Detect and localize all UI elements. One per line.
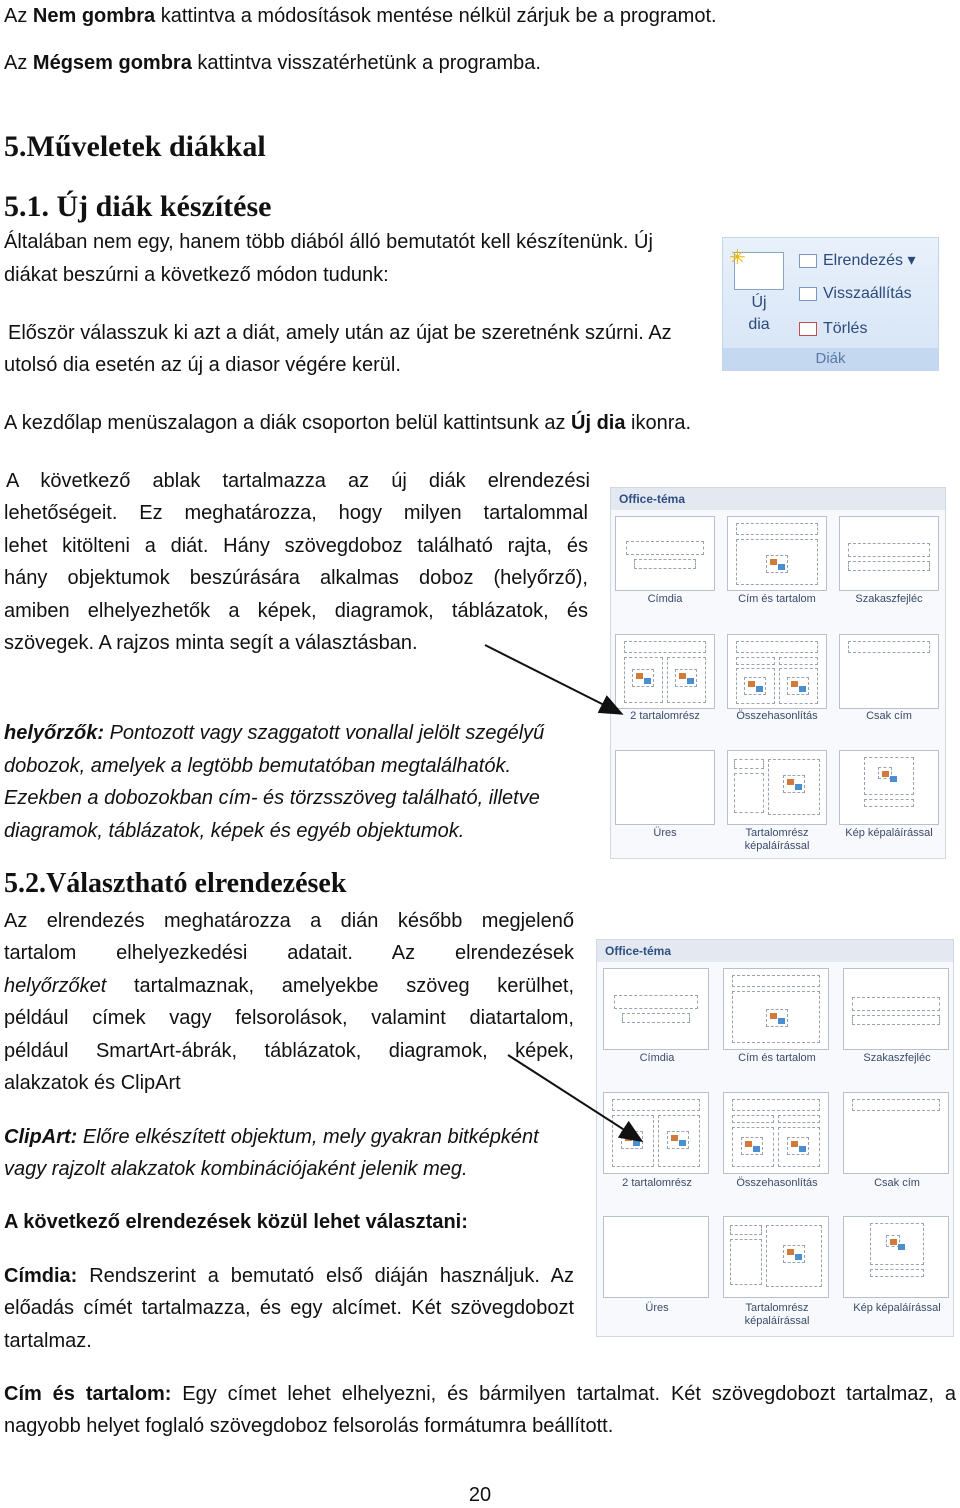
cimdia-def-line-3: tartalmaz. <box>4 1330 92 1352</box>
caption-osszehasonlitas: Összehasonlítás <box>736 1177 818 1189</box>
caption-cim-es-tartalom: Cím és tartalom <box>738 1052 816 1064</box>
bold-text: Mégsem gombra <box>32 52 192 74</box>
layout-para-line-5: amiben elhelyezhetők a képek, diagramok, táblázatok, és <box>4 600 588 622</box>
reset-label: Visszaállítás <box>823 285 912 302</box>
cim-tartalom-term: Cím és tartalom: <box>4 1383 172 1405</box>
layout-para-line-2: lehetőségeit. Ez meghatározza, hogy milyen tartalommal <box>4 502 588 524</box>
caption-line: képaláírással <box>744 1315 810 1327</box>
caption-szakaszfejlec: Szakaszfejléc <box>863 1052 931 1064</box>
caption-osszehasonlitas: Összehasonlítás <box>736 710 818 722</box>
page-number: 20 <box>468 1484 492 1506</box>
new-slide-label-line1: Új <box>751 294 767 311</box>
layouts-para-line-6: alakzatok és ClipArt <box>4 1072 181 1094</box>
gallery-title: Office-téma <box>611 488 945 510</box>
caption-szakaszfejlec: Szakaszfejléc <box>855 593 923 605</box>
cimdia-term: Címdia: <box>4 1265 78 1287</box>
layouts-para-line-2: tartalom elhelyezkedési adatait. Az elrendezések <box>4 942 574 964</box>
new-slide-label-line2: dia <box>748 316 770 333</box>
caption-cimdia: Címdia <box>639 1052 675 1064</box>
heading-5-2: 5.2.Választható elrendezések <box>4 868 347 899</box>
layout-para-line-3: lehet kitölteni a diát. Hány szövegdoboz található rajta, és <box>4 535 588 557</box>
caption-line: Tartalomrész <box>745 1302 809 1314</box>
caption-line: képaláírással <box>744 840 810 852</box>
caption-2-tartalomresz: 2 tartalomrész <box>630 710 700 722</box>
text: Az <box>4 5 33 27</box>
placeholder-def-line-2: dobozok, amelyek a legtöbb bemutatóban megtalálhatók. <box>4 755 512 777</box>
text: Pontozott vagy szaggatott vonallal jelölt szegélyű <box>104 722 545 744</box>
intro-line-1: Általában nem egy, hanem több diából álló bemutatót kell készítenünk. Új <box>4 231 653 253</box>
text: ikonra. <box>625 412 692 434</box>
placeholder-term: helyőrzők: <box>4 722 105 744</box>
caption-ures: Üres <box>645 1302 669 1314</box>
italic-text: helyőrzőket <box>4 975 107 997</box>
first-step-line-2: utolsó dia esetén az új a diasor végére kerül. <box>4 354 401 376</box>
delete-label: Törlés <box>823 320 868 337</box>
caption-csak-cim: Csak cím <box>866 710 912 722</box>
clipart-def-line-2: vagy rajzolt alakzatok kombinációjaként jelenik meg. <box>4 1158 468 1180</box>
caption-cim-es-tartalom: Cím és tartalom <box>738 593 816 605</box>
intro-line-2: diákat beszúrni a következő módon tudunk: <box>4 264 389 286</box>
caption-ures: Üres <box>653 827 677 839</box>
layouts-para-line-5: például SmartArt-ábrák, táblázatok, diagramok, képek, <box>4 1040 574 1062</box>
text: kattintva visszatérhetünk a programba. <box>191 52 541 74</box>
bold-text: Nem gombra <box>32 5 156 27</box>
text: Előre elkészített objektum, mely gyakran bitképként <box>77 1126 539 1148</box>
gallery-title: Office-téma <box>597 940 953 962</box>
caption-2-tartalomresz: 2 tartalomrész <box>622 1177 692 1189</box>
caption-kep-kepalairassal: Kép képaláírással <box>853 1302 941 1314</box>
ribbon-group-label: Diák <box>723 348 938 370</box>
cimdia-def-line-2: előadás címét tartalmazza, és egy alcímet. Két szövegdobozt <box>4 1297 574 1319</box>
caption-kep-kepalairassal: Kép képaláírással <box>845 827 933 839</box>
cim-tartalom-def-line-1 <box>4 1378 956 1411</box>
new-slide-icon: ✳ <box>734 252 784 290</box>
heading-5-1: 5.1. Új diák készítése <box>4 190 272 223</box>
text: kattintva a módosítások mentése nélkül zárjuk be a programot. <box>155 5 717 27</box>
clipart-term: ClipArt: <box>4 1126 78 1148</box>
bold-text: Új dia <box>571 412 626 434</box>
layout-para-line-4: hány objektumok beszúrására alkalmas doboz (helyőrző), <box>4 567 588 589</box>
placeholder-def-line-3: Ezekben a dobozokban cím- és törzsszöveg található, illetve <box>4 787 540 809</box>
layout-para-line-1: A következő ablak tartalmazza az új diák elrendezési <box>6 470 590 492</box>
layouts-para-line-4: például címek vagy felsorolások, valamint diatartalom, <box>4 1007 574 1029</box>
first-step-line-1: Először válasszuk ki azt a diát, amely után az újat be szeretnénk szúrni. Az <box>8 322 672 344</box>
text: Egy címet lehet elhelyezni, és bármilyen tartalmat. Két szövegdobozt tartalmaz, a <box>171 1383 956 1405</box>
text: Az <box>4 52 33 74</box>
layout-label: Elrendezés ▾ <box>823 252 916 269</box>
arrow-to-gallery-2 <box>508 1055 640 1140</box>
text: tartalmaznak, amelyekbe szöveg kerülhet, <box>106 975 574 997</box>
heading-5: 5.Műveletek diákkal <box>4 130 266 163</box>
arrow-to-gallery-1 <box>485 645 620 713</box>
cim-tartalom-def-line-2: nagyobb helyet foglaló szövegdoboz felsorolás formátumra beállított. <box>4 1415 614 1437</box>
layout-para-line-6: szövegek. A rajzos minta segít a választásban. <box>4 632 418 654</box>
caption-cimdia: Címdia <box>647 593 683 605</box>
text: A kezdőlap menüszalagon a diák csoporton belül kattintsunk az <box>4 412 572 434</box>
text: Rendszerint a bemutató első diáján használjuk. Az <box>77 1265 574 1287</box>
layouts-para-line-1: Az elrendezés meghatározza a dián később megjelenő <box>4 910 574 932</box>
choose-heading: A következő elrendezések közül lehet választani: <box>4 1211 468 1233</box>
placeholder-def-line-4: diagramok, táblázatok, képek és egyéb objektumok. <box>4 820 465 842</box>
caption-csak-cim: Csak cím <box>874 1177 920 1189</box>
caption-line: Tartalomrész <box>745 827 809 839</box>
